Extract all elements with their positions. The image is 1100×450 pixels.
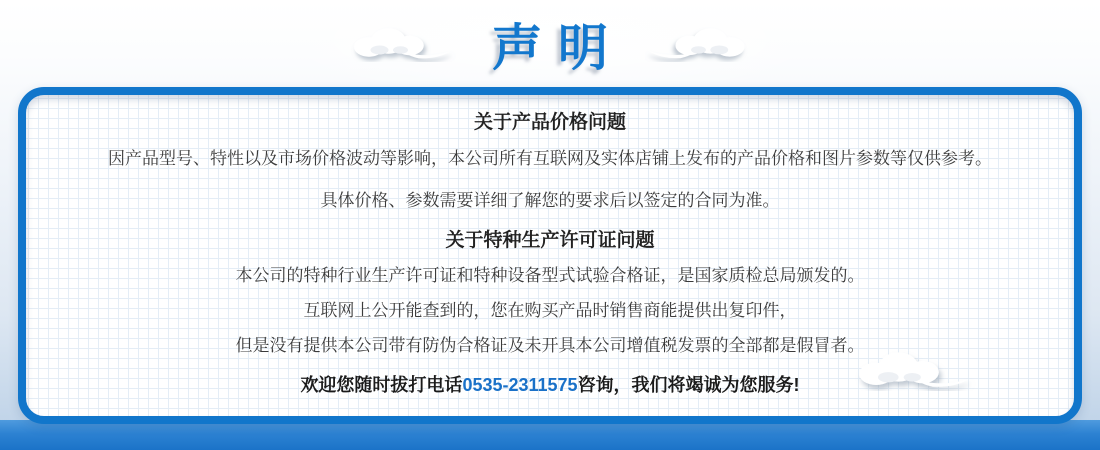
- contact-suffix: 咨询，我们将竭诚为您服务!: [577, 375, 800, 395]
- phone-number: 0535-2311575: [462, 375, 578, 395]
- bottom-band: [0, 420, 1100, 450]
- page-title: 声明: [492, 20, 624, 76]
- body-line: 但是没有提供本公司带有防伪合格证及未开具本公司增值税发票的全部都是假冒者。: [235, 336, 865, 355]
- section-heading-license: 关于特种生产许可证问题: [445, 230, 655, 251]
- section-heading-price: 关于产品价格问题: [473, 112, 626, 133]
- body-line: 具体价格、参数需要详细了解您的要求后以签定的合同为准。: [320, 191, 780, 210]
- contact-prefix: 欢迎您随时拔打电话: [300, 375, 463, 395]
- cloud-icon: [850, 343, 978, 391]
- body-line: 本公司的特种行业生产许可证和特种设备型式试验合格证，是国家质检总局颁发的。: [235, 266, 865, 285]
- body-line: 因产品型号、特性以及市场价格波动等影响，本公司所有互联网及实体店铺上发布的产品价格和图片参数等仅供参考。: [108, 149, 992, 168]
- body-line: 互联网上公开能查到的，您在购买产品时销售商能提供出复印件，: [303, 301, 797, 320]
